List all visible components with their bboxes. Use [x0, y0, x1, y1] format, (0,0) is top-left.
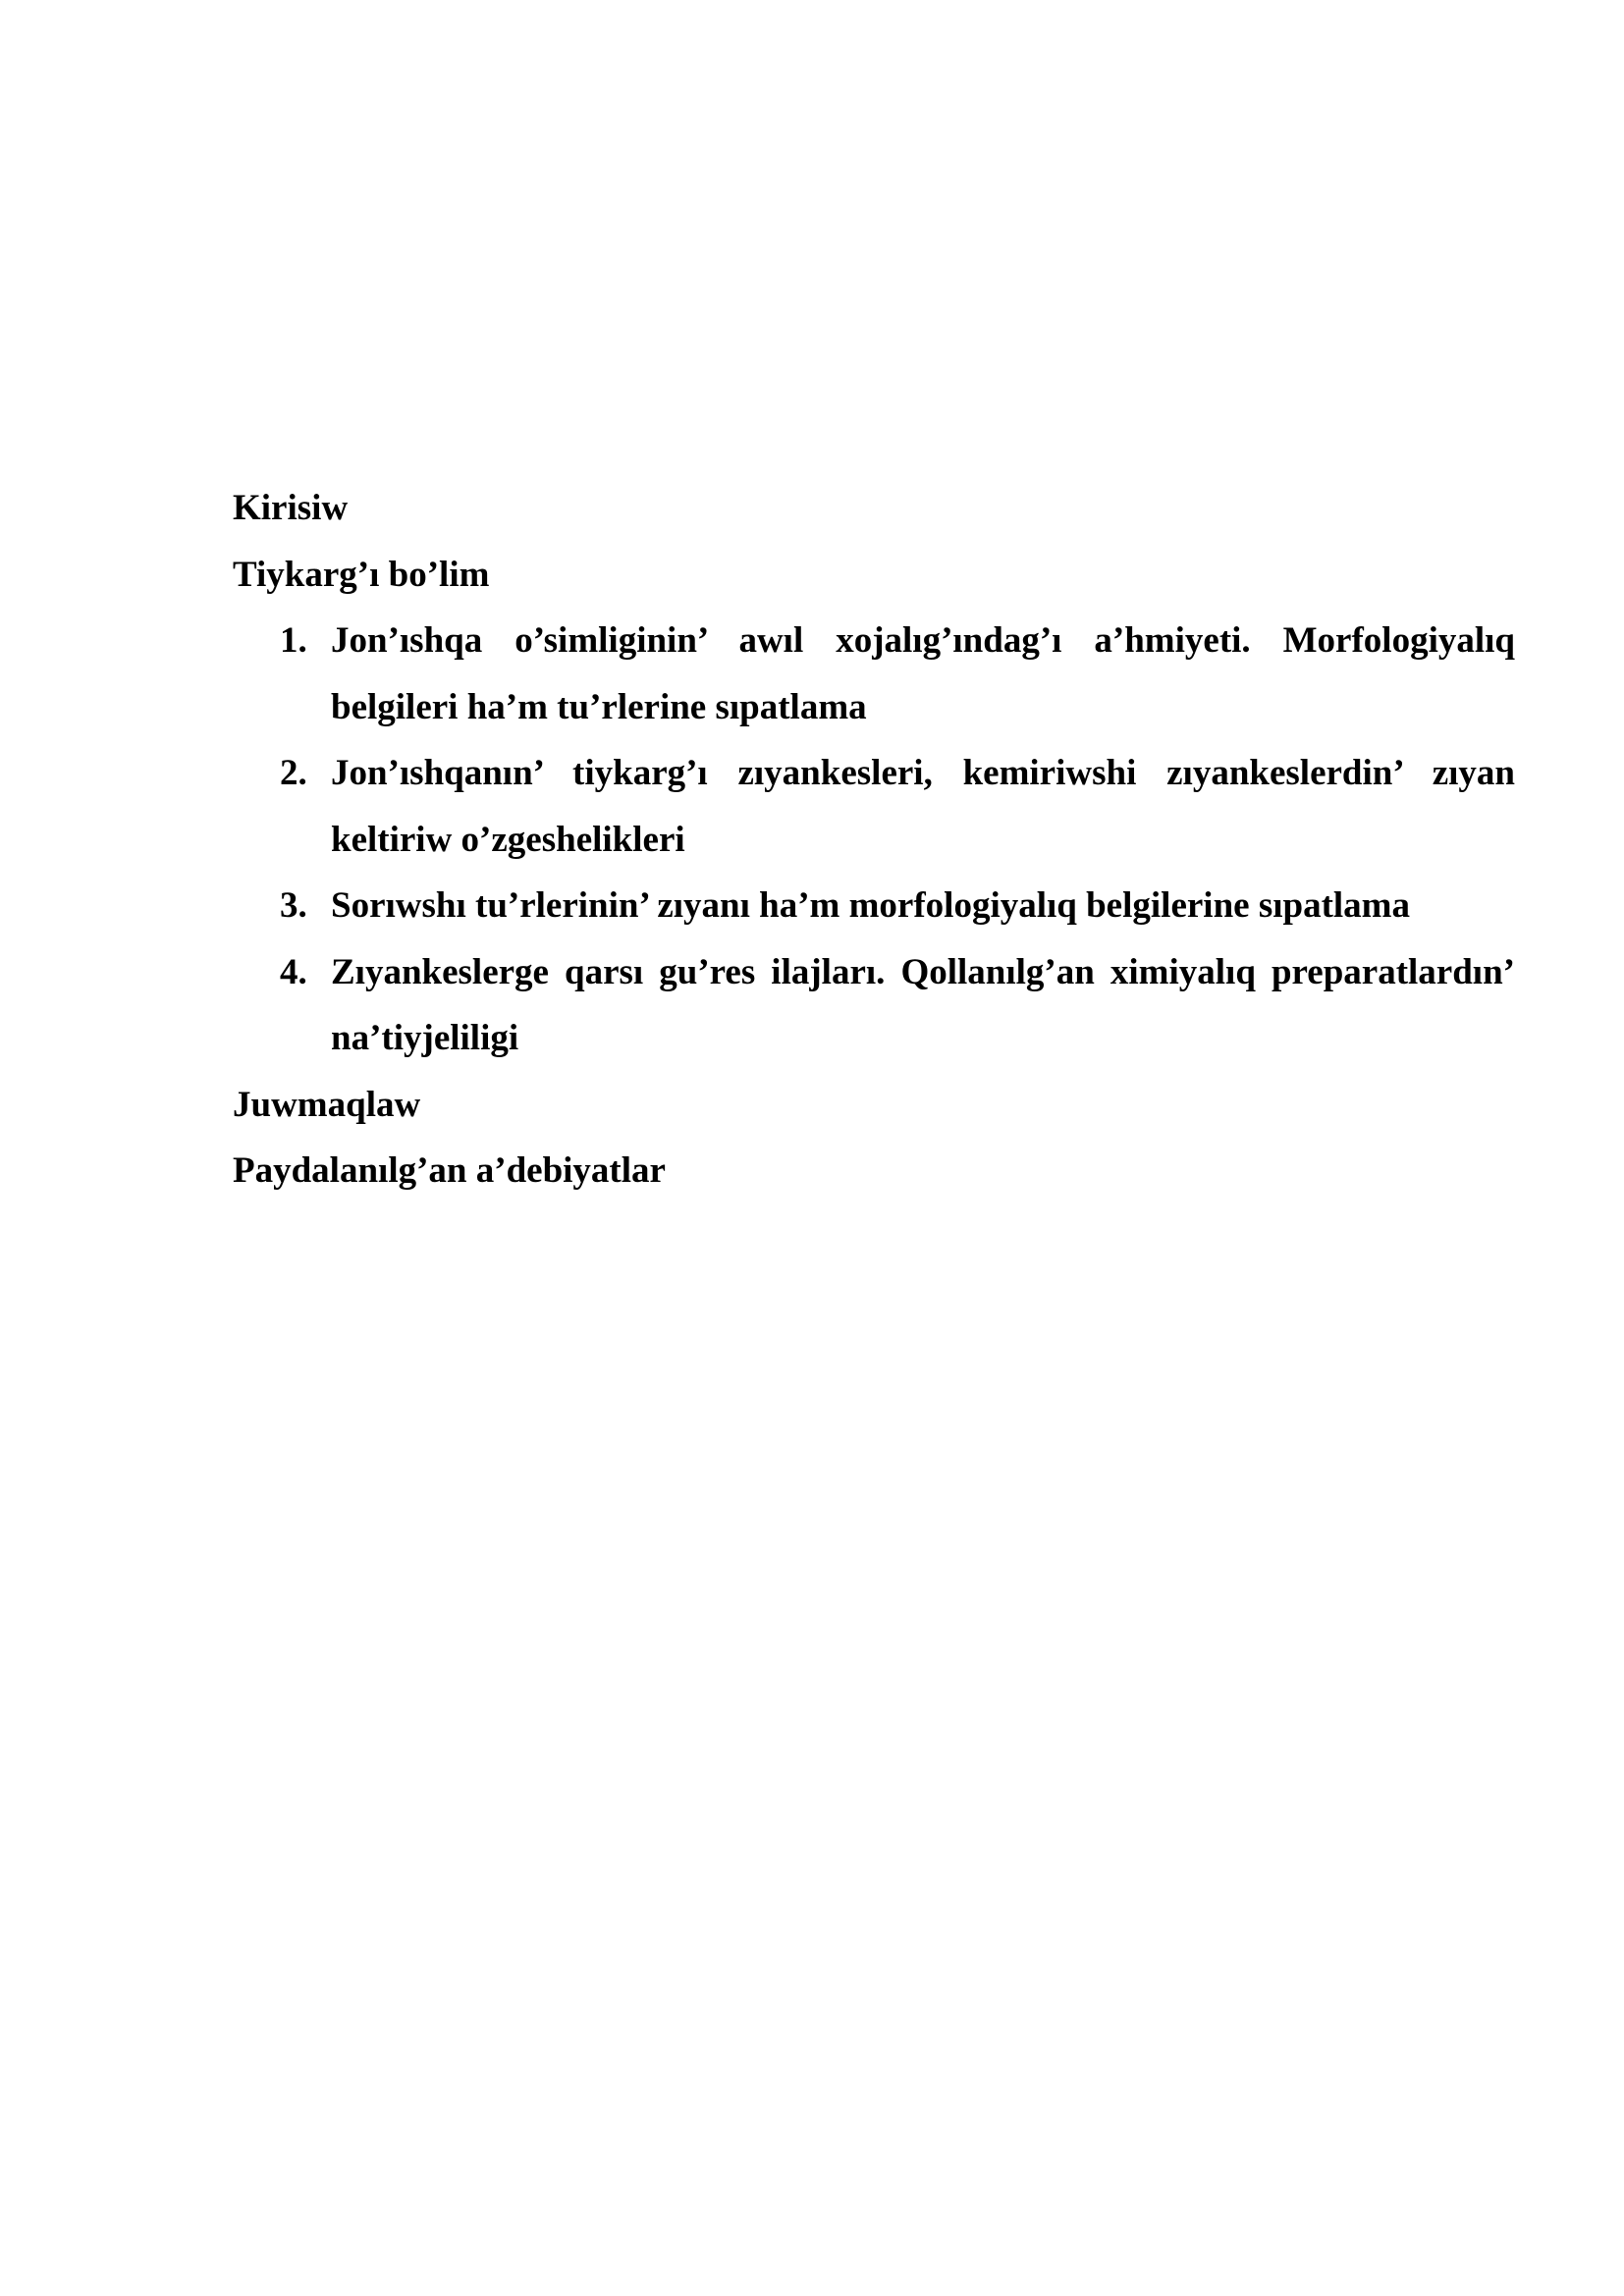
toc-item-number: 1.	[280, 620, 307, 661]
toc-item-text: Jon’ıshqa o’simliginin’ awıl xojalıg’ındag’ı a’hmiyeti. Morfologiyalıq belgileri ha’m tu’rlerine sıpatlama	[331, 620, 1515, 727]
toc-item	[233, 740, 1515, 873]
toc-main-part: Tiykarg’ı bo’lim	[233, 554, 490, 595]
toc-item-text: Zıyankeslerge qarsı gu’res ilajları. Qollanılg’an ximiyalıq preparatlardın’ na’tiyjeliligi	[331, 951, 1515, 1058]
toc-item-text: Jon’ıshqanın’ tiykarg’ı zıyankesleri, kemiriwshi zıyankeslerdin’ zıyan keltiriw o’zgeshelikleri	[331, 753, 1515, 860]
toc-references: Paydalanılg’an a’debiyatlar	[233, 1150, 666, 1191]
toc-conclusion: Juwmaqlaw	[233, 1084, 421, 1125]
toc-item-number: 4.	[280, 951, 307, 992]
toc-item-number: 2.	[280, 753, 307, 793]
toc-item-number: 3.	[280, 885, 307, 926]
toc-intro: Kirisiw	[233, 488, 349, 528]
toc-item	[233, 608, 1515, 740]
toc-item	[233, 939, 1515, 1072]
toc-item	[233, 873, 1515, 939]
toc-item-text: Sorıwshı tu’rlerinin’ zıyanı ha’m morfologiyalıq belgilerine sıpatlama	[331, 885, 1410, 926]
table-of-contents	[233, 475, 1515, 1204]
toc-main-part-list	[233, 608, 1515, 1072]
